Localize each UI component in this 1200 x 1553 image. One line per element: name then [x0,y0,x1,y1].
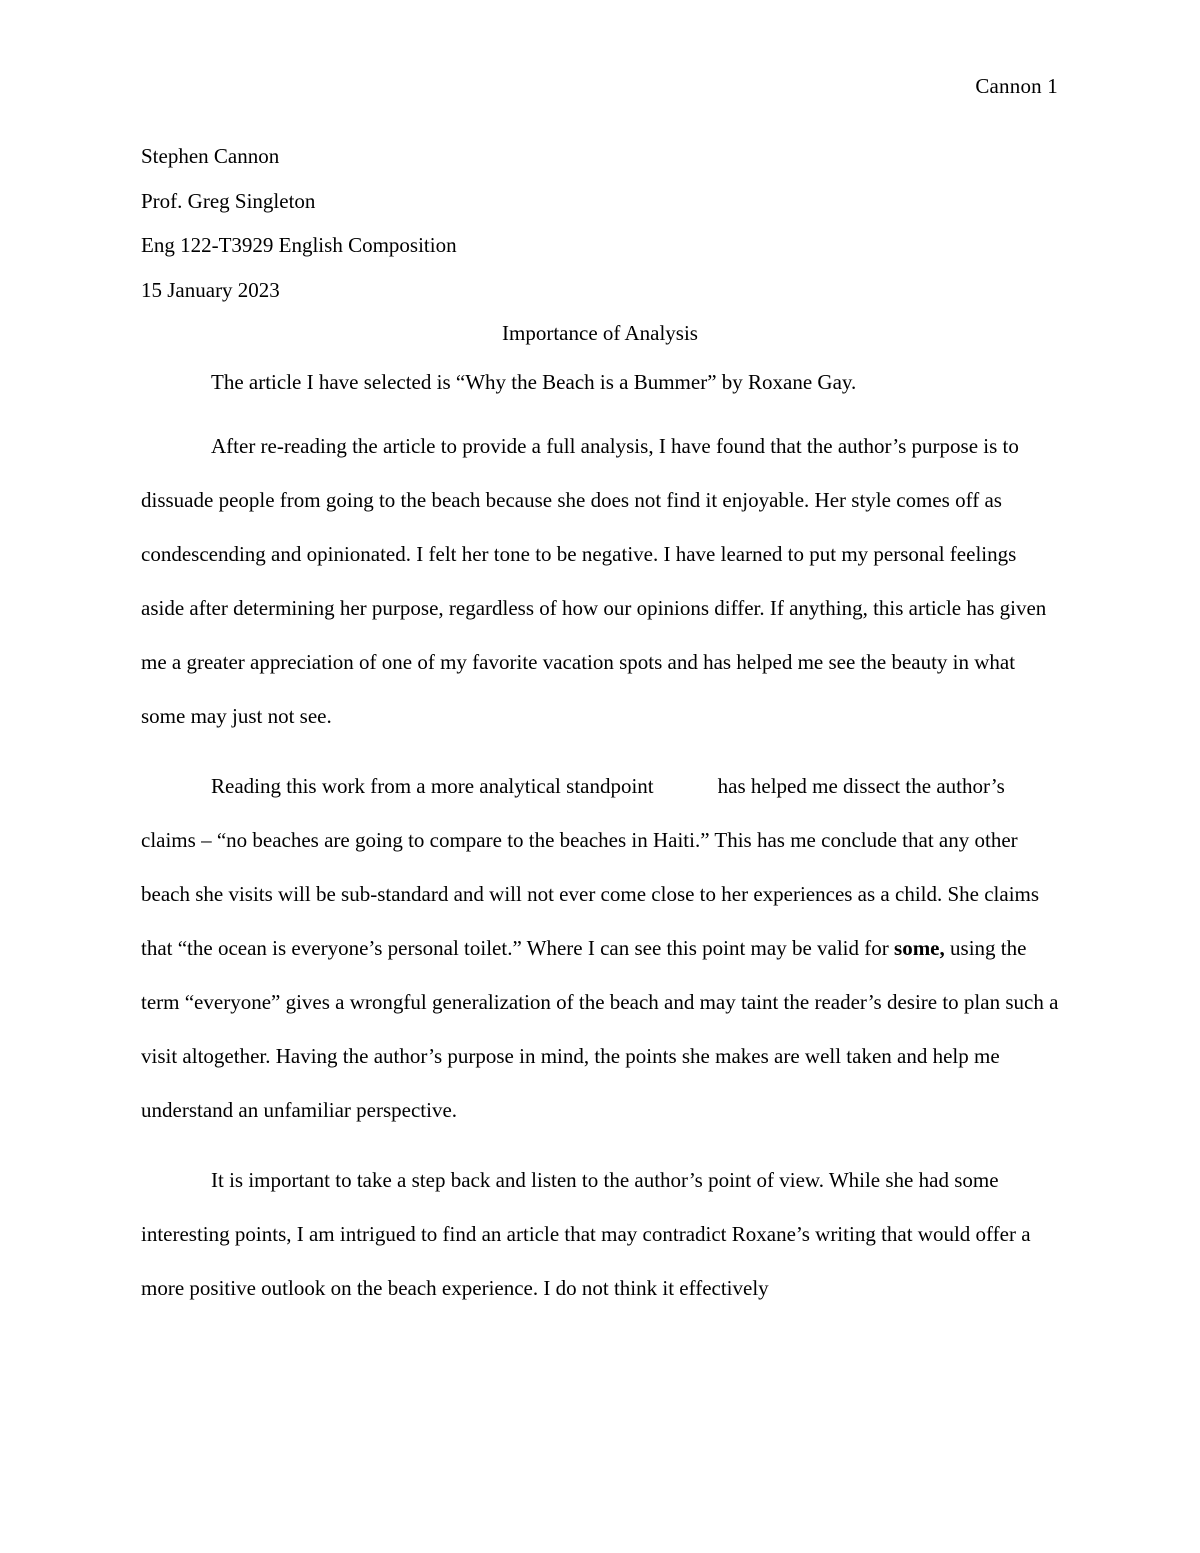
student-name: Stephen Cannon [141,144,280,168]
paragraph-3-part-1: Reading this work from a more analytical standpoint [211,774,654,798]
professor-name: Prof. Greg Singleton [141,188,316,213]
paragraph-3-part-3: using the term “everyone” gives a wrongful generalization of the beach and may taint the reader’s desire to plan such a visit altogether. Having the author’s purpose in mind, the points she makes are well taken and help me understand an unfamiliar perspective. [141,936,1059,1122]
paragraph-4: It is important to take a step back and listen to the author’s point of view. While she had some interesting points, I am intrigued to find an article that may contradict Roxane’s writing that would offer a more positive outlook on the beach experience. I do not think it effectively [141,1168,1031,1300]
essay-title: Importance of Analysis [502,321,698,345]
paragraph-3 [141,759,1059,1137]
document-body [141,141,1059,1315]
paragraph-3-bold-word: some, [894,936,945,960]
paragraph-1: The article I have selected is “Why the Beach is a Bummer” by Roxane Gay. [211,370,857,394]
course-name: Eng 122-T3929 English Composition [141,233,457,257]
paragraph-2: After re-reading the article to provide a full analysis, I have found that the author’s purpose is to dissuade people from going to the beach because she does not find it enjoyable. Her style comes off as condescending and opinionated. I felt her tone to be negative. I have learned to put my personal feelings aside after determining her purpose, regardless of how our opinions differ. If anything, this article has given me a greater appreciation of one of my favorite vacation spots and has helped me see the beauty in what some may just not see. [141,434,1047,728]
document-date: 15 January 2023 [141,277,280,302]
paragraph-3-part-2: has helped me dissect the author’s claims – “no beaches are going to compare to the beaches in Haiti.” This has me conclude that any other beach she visits will be sub-standard and will not ever come close to her experiences as a child. She claims that “the ocean is everyone’s personal toilet.” Where I can see this point may be valid for [141,774,1040,960]
running-header: Cannon 1 [975,74,1058,98]
